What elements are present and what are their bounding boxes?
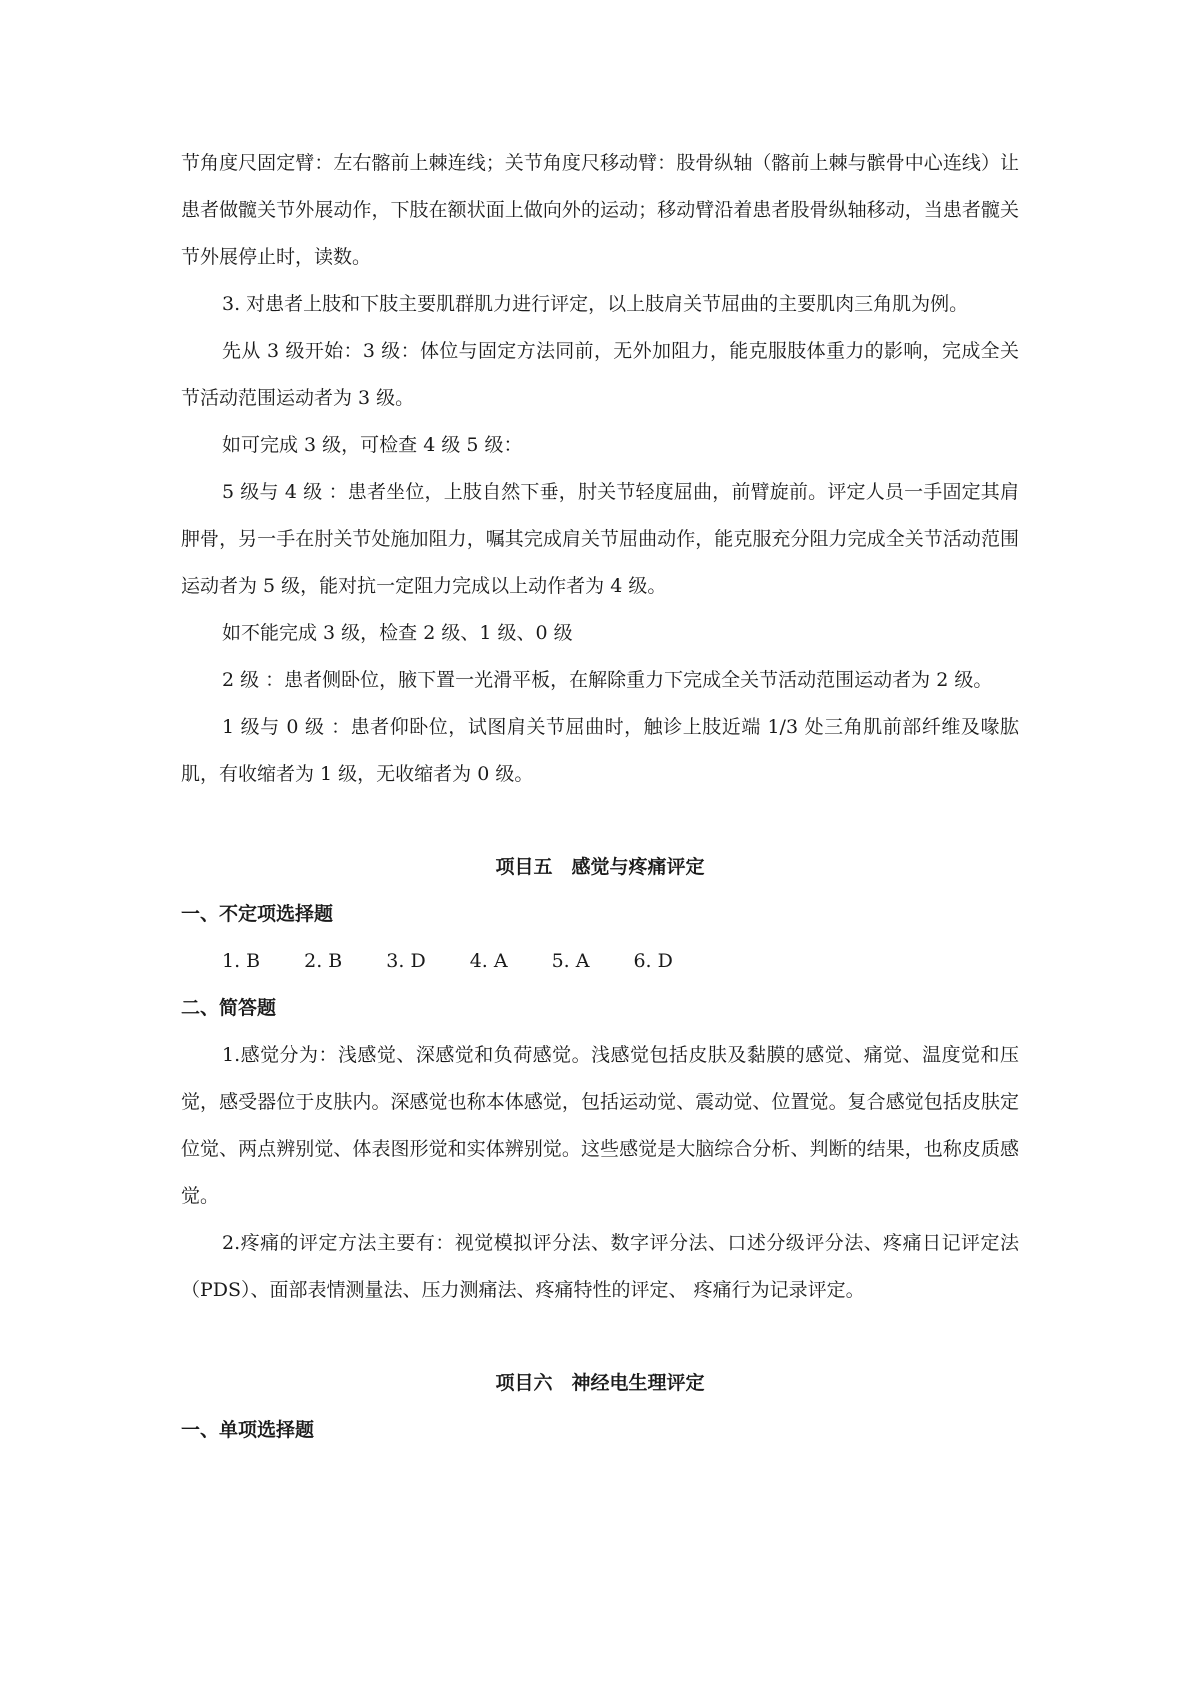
paragraph-grade-5-4: 5 级与 4 级 ：患者坐位，上肢自然下垂，肘关节轻度屈曲，前臂旋前。评定人员一手固定其肩胛骨，另一手在肘关节处施加阻力，嘱其完成肩关节屈曲动作，能克服充分阻力完成全关节活动范围运动者为 5 级，能对抗一定阻力完成以上动作者为 4 级。 — [181, 481, 1019, 597]
page-content — [181, 140, 1019, 1454]
paragraph-grade-3: 先从 3 级开始：3 级：体位与固定方法同前，无外加阻力，能克服肢体重力的影响，完成全关节活动范围运动者为 3 级。 — [181, 340, 1019, 409]
paragraph-sensation: 1.感觉分为：浅感觉、深感觉和负荷感觉。浅感觉包括皮肤及黏膜的感觉、痛觉、温度觉和压觉，感受器位于皮肤内。深感觉也称本体感觉，包括运动觉、震动觉、位置觉。复合感觉包括皮肤定位觉、两点辨别觉、体表图形觉和实体辨别觉。这些感觉是大脑综合分析、判断的结果，也称皮质感觉。 — [181, 1044, 1019, 1207]
paragraph-pain-assessment: 2.疼痛的评定方法主要有：视觉模拟评分法、数字评分法、口述分级评分法、疼痛日记评定法（PDS）、面部表情测量法、压力测痛法、疼痛特性的评定、 疼痛行为记录评定。 — [181, 1232, 1019, 1301]
paragraph-muscle-strength-intro: 3. 对患者上肢和下肢主要肌群肌力进行评定，以上肢肩关节屈曲的主要肌肉三角肌为例。 — [222, 293, 969, 315]
answer-item: 3. D — [386, 950, 426, 972]
section-title-6: 项目六 神经电生理评定 — [495, 1372, 705, 1394]
paragraph-check-4-5: 如可完成 3 级，可检查 4 级 5 级： — [222, 434, 523, 456]
section-title-5: 项目五 感觉与疼痛评定 — [495, 856, 705, 878]
paragraph-check-2-1-0: 如不能完成 3 级，检查 2 级、1 级、0 级 — [222, 622, 573, 644]
section-spacer — [181, 798, 1019, 844]
subheading-single-choice: 一、单项选择题 — [181, 1419, 315, 1441]
paragraph-grade-2: 2 级 ：患者侧卧位，腋下置一光滑平板，在解除重力下完成全关节活动范围运动者为 2 级。 — [222, 669, 993, 691]
paragraph-continued: 节角度尺固定臂：左右髂前上棘连线；关节角度尺移动臂：股骨纵轴（髂前上棘与髌骨中心连线）让患者做髋关节外展动作，下肢在额状面上做向外的运动；移动臂沿着患者股骨纵轴移动，当患者髋关节外展停止时，读数。 — [181, 152, 1019, 268]
paragraph-grade-1-0: 1 级与 0 级 ：患者仰卧位，试图肩关节屈曲时，触诊上肢近端 1/3 处三角肌前部纤维及喙肱肌，有收缩者为 1 级，无收缩者为 0 级。 — [181, 716, 1019, 785]
answer-item: 1. B — [222, 950, 261, 972]
subheading-short-answer: 二、简答题 — [181, 997, 277, 1019]
answer-item: 2. B — [304, 950, 343, 972]
subheading-multiple-choice: 一、不定项选择题 — [181, 903, 334, 925]
answer-item: 5. A — [551, 950, 590, 972]
section-spacer — [181, 1314, 1019, 1360]
answer-item: 6. D — [633, 950, 673, 972]
answer-item: 4. A — [469, 950, 508, 972]
answer-list — [181, 938, 1019, 985]
